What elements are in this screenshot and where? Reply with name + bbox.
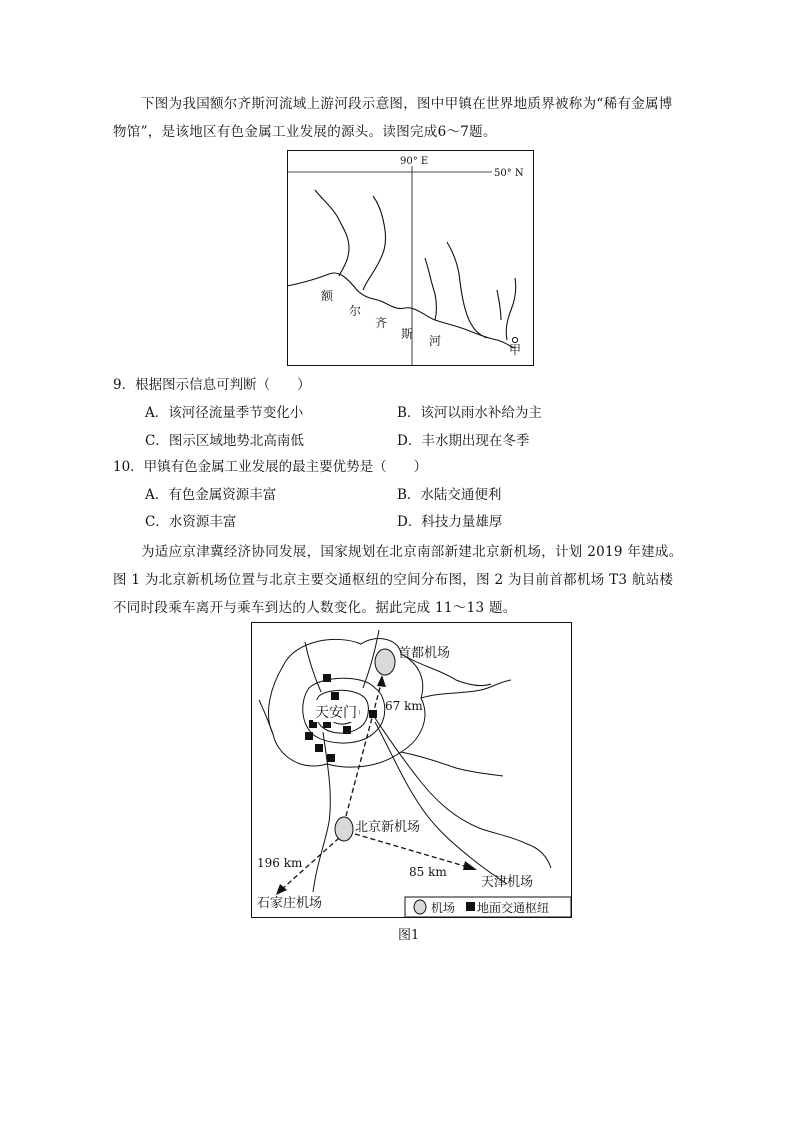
river-char-3: 齐 <box>375 316 388 330</box>
question-9-option-c: C．图示区域地势北高南低 <box>145 433 304 449</box>
question-9-stem: 9．根据图示信息可判断（ ） <box>113 377 311 393</box>
question-9-option-a: A．该河径流量季节变化小 <box>145 405 304 421</box>
capital-airport-label: 首都机场 <box>398 646 451 661</box>
river-char-5: 河 <box>429 334 442 348</box>
legend-hub-label: 地面交通枢纽 <box>477 901 550 915</box>
new-airport-label: 北京新机场 <box>355 820 421 835</box>
town-marker <box>512 337 517 342</box>
town-label: 甲 <box>509 343 522 357</box>
capital-airport-marker <box>375 649 395 675</box>
question-9-option-b: B．该河以雨水补给为主 <box>397 405 542 421</box>
river-char-4: 斯 <box>401 327 414 341</box>
tiananmen-label: 天安门 <box>315 705 357 721</box>
river-char-1: 额 <box>321 289 334 303</box>
road-network <box>259 630 551 892</box>
question-10-option-b: B．水陆交通便利 <box>397 487 502 503</box>
sjz-airport-label: 石家庄机场 <box>257 896 323 911</box>
river-network <box>287 190 516 348</box>
question-10-option-d: D．科技力量雄厚 <box>397 514 503 530</box>
lat-label: 50° N <box>494 168 524 179</box>
question-10-stem: 10．甲镇有色金属工业发展的最主要优势是（ ） <box>113 459 428 475</box>
intro-paragraph-1: 下图为我国额尔齐斯河流域上游河段示意图，图中甲镇在世界地质界被称为“稀有金属博物馆”，是该地区有色金属工业发展的源头。读图完成6～7题。 <box>113 96 673 140</box>
legend-airport-label: 机场 <box>431 901 456 915</box>
beijing-airport-map <box>251 622 572 918</box>
tj-airport-label: 天津机场 <box>481 875 534 890</box>
new-airport-marker <box>335 817 353 841</box>
figure-caption: 图1 <box>398 928 420 943</box>
distance-tj-label: 85 km <box>409 865 447 879</box>
river-char-2: 尔 <box>349 304 362 318</box>
question-10-option-a: A．有色金属资源丰富 <box>145 487 277 503</box>
map-legend <box>405 897 571 917</box>
question-10-option-c: C．水资源丰富 <box>145 514 237 530</box>
irtysh-river-map <box>287 150 534 366</box>
distance-sjz-label: 196 km <box>257 856 303 870</box>
question-9-option-d: D．丰水期出现在冬季 <box>397 433 530 449</box>
distance-capital-label: 67 km <box>385 699 423 713</box>
lon-label: 90° E <box>400 156 429 167</box>
arrowheads <box>276 675 477 895</box>
intro-paragraph-2: 为适应京津冀经济协同发展，国家规划在北京南部新建北京新机场，计划 2019 年建成。图 1 为北京新机场位置与北京主要交通枢纽的空间分布图，图 2 为目前首都机场 T3 航站楼不同时段乘车离开与乘车到达的人数变化。据此完成 11～13 题。 <box>113 544 683 616</box>
